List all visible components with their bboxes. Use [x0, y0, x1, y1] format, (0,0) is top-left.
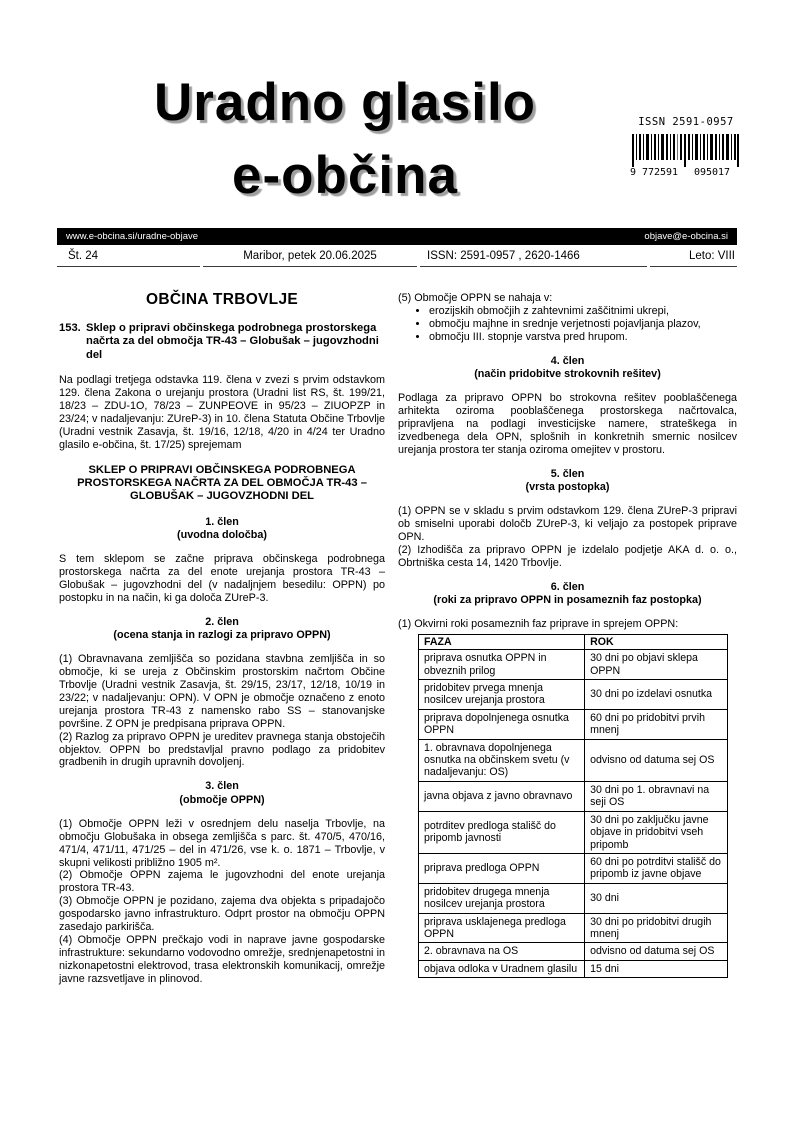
table-row	[419, 960, 728, 977]
rok-cell: 60 dni po pridobitvi prvih mnenj	[585, 709, 728, 739]
article-2-heading	[59, 616, 385, 642]
article-3-number: 3. člen	[205, 780, 239, 793]
rok-cell: 60 dni po potrditvi stališč do pripomb iz javne objave	[585, 853, 728, 883]
article-6-paragraph-1: (1) Okvirni roki posameznih faz priprave in sprejem OPPN:	[398, 617, 679, 630]
article-6-heading	[398, 581, 737, 607]
document-body	[59, 292, 737, 986]
article-5-number: 5. člen	[550, 467, 585, 480]
faza-cell: potrditev predloga stališč do pripomb javnosti	[419, 811, 585, 853]
faza-cell: priprava dopolnjenega osnutka OPPN	[419, 709, 585, 739]
legal-basis-paragraph: Na podlagi tretjega odstavka 119. člena v zvezi s prvim odstavkom 129. člena Zakona o urejanju prostora (Uradni list RS, št. 199/21, 18/23 – ZDU-1O, 78/23 – ZUNPEOVE in 95/23 – ZIUOPZP in 23/24; v nadaljevanju: ZUreP-3) in 10. člena Statuta Občine Trbovlje (Uradni vestnik Zasavja, št. 19/16, 12/18, 4/20 in 4/24 ter Uradno glasilo e-občina, št. 17/25) sprejemam	[59, 374, 385, 451]
bullet-item: • območju majhne in srednje verjetnosti pojavljanja plazov,	[429, 318, 737, 331]
article-4-subtitle: (način pridobitve strokovnih rešitev)	[474, 367, 661, 380]
article-3-paragraph-4: (4) Območje OPPN prečkajo vodi in naprave javne gospodarske infrastrukture: sekundarno vodovodno omrežje, srednjenapetostni in nizkonapetostni elektrovod, trasa elektronskih komunikacij, omrežje javne razsvetljave in plinovod.	[59, 933, 385, 985]
item-153-number: 153.	[59, 321, 81, 334]
article-4-number: 4. člen	[550, 354, 585, 367]
gazette-title-line2: e-občina	[232, 146, 458, 205]
article-1-heading	[59, 516, 385, 542]
article-3-paragraph-1: (1) Območje OPPN leži v osrednjem delu naselja Trbovlje, na območju Globušaka in obsega zemljišča s parc. št. 470/5, 470/16, 471/4, 471/11, 471/25 – del in 471/26, vse k. o. 1871 – Trbovlje, v skupni velikosti približno 1905 m².	[59, 817, 385, 869]
barcode-digit-group-3: 095017	[693, 167, 731, 177]
issue-info-row	[57, 246, 737, 267]
article-1-paragraph: S tem sklepom se začne priprava občinskega podrobnega prostorskega načrta za del enote urejanja prostora TR-43 – Globušak – jugovzhodni del (v nadaljnjem besedilu: OPPN) po postopku in na način, ki ga določa ZUreP-3.	[59, 553, 385, 604]
faza-cell: priprava predloga OPPN	[419, 853, 585, 883]
rok-cell: 15 dni	[585, 960, 728, 977]
table-row	[419, 709, 728, 739]
article-3-paragraph-3: (3) Območje OPPN je pozidano, zajema dva objekta s pripadajočo gospodarsko javno infrastrukturo. Odprt prostor na območju OPPN zasedajo parkirišča.	[59, 895, 385, 934]
faza-cell: priprava usklajenega predloga OPPN	[419, 913, 585, 943]
address-bar	[57, 228, 737, 245]
item-153-title: Sklep o pripravi občinskega podrobnega prostorskega načrta za del območja TR-43 – Globušak – jugovzhodni del	[86, 321, 379, 361]
table-row	[419, 650, 728, 680]
issue-number: Št. 24	[57, 246, 200, 267]
article-1-subtitle: (uvodna določba)	[177, 528, 267, 541]
article-4-heading	[398, 355, 737, 381]
rok-cell: 30 dni po zaključku javne objave in pridobitvi vseh pripomb	[585, 811, 728, 853]
table-row	[419, 883, 728, 913]
article-2-number: 2. člen	[205, 615, 239, 628]
article-5-subtitle: (vrsta postopka)	[525, 480, 610, 493]
article-3-paragraph-2: (2) Območje OPPN zajema le jugovzhodni del enote urejanja prostora TR-43.	[59, 869, 385, 895]
website-url: www.e-obcina.si/uradne-objave	[66, 231, 199, 242]
issn-label: ISSN 2591-0957	[638, 116, 734, 128]
article-5-heading	[398, 468, 737, 494]
barcode-digit-group-1: 9	[630, 167, 637, 177]
table-header-row	[419, 634, 728, 649]
article-6-subtitle: (roki za pripravo OPPN in posameznih faz postopka)	[433, 593, 702, 606]
issn-barcode	[626, 116, 746, 182]
article-3-bullet-list	[398, 305, 737, 344]
article-2-paragraph-1: (1) Obravnavana zemljišča so pozidana stavbna zemljišča in so območje, ki se ureja z Občinskim prostorskim načrtom Občine Trbovlje (Uradni vestnik Zasavja, št. 29/15, 23/17, 12/18, 10/19 in 23/22; v nadaljevanju: OPN). V OPN je območje označeno z enoto urejanja prostora TR-43 z namensko rabo SS – stanovanjske površine. Z OPN je predpisana priprava OPPN.	[59, 653, 385, 730]
faza-cell: pridobitev prvega mnenja nosilcev urejanja prostora	[419, 680, 585, 710]
rok-cell: 30 dni	[585, 883, 728, 913]
issue-year: Leto: VIII	[650, 246, 737, 267]
barcode-icon	[630, 129, 742, 177]
rok-cell: 30 dni po 1. obravnavi na seji OS	[585, 781, 728, 811]
gazette-title-line1: Uradno glasilo	[153, 73, 537, 132]
article-3-subtitle: (območje OPPN)	[179, 793, 265, 806]
article-5-paragraph-1: (1) OPPN se v skladu s prvim odstavkom 129. člena ZUreP-3 pripravi ob smiselni uporabi določb ZUreP-3, ki veljajo za postopek priprave OPN.	[398, 504, 737, 543]
table-row	[419, 680, 728, 710]
rok-cell: odvisno od datuma sej OS	[585, 943, 728, 960]
article-2-subtitle: (ocena stanja in razlogi za pripravo OPPN)	[113, 629, 331, 642]
right-column	[398, 292, 737, 986]
faza-cell: priprava osnutka OPPN in obveznih prilog	[419, 650, 585, 680]
faza-cell: pridobitev drugega mnenja nosilcev urejanja prostora	[419, 883, 585, 913]
rok-cell: odvisno od datuma sej OS	[585, 739, 728, 781]
item-153	[59, 322, 385, 362]
table-row	[419, 811, 728, 853]
contact-email: objave@e-obcina.si	[644, 231, 728, 242]
issue-place-date: Maribor, petek 20.06.2025	[203, 246, 417, 267]
article-1-number: 1. člen	[205, 515, 239, 528]
table-row	[419, 943, 728, 960]
table-row	[419, 781, 728, 811]
article-6-number: 6. člen	[550, 580, 585, 593]
barcode-digit-group-2: 772591	[641, 167, 679, 177]
column-header-faza: FAZA	[419, 634, 585, 649]
gazette-title	[62, 66, 628, 212]
table-row	[419, 913, 728, 943]
article-4-paragraph: Podlaga za pripravo OPPN bo strokovna rešitev pooblaščenega arhitekta oziroma pooblaščenega prostorskega načrtovalca, pripravljena na podlagi investicijske namere, strateškega in izvedbenega dela OPN, splošnih in konkretnih smernic nosilcev urejanja prostora ter stanja oziroma omejitev v prostoru.	[398, 392, 737, 456]
article-2-paragraph-2: (2) Razlog za pripravo OPPN je ureditev pravnega stanja obstoječih objektov. OPPN bo predstavljal pravno podlago za pridobitev gradbenih in drugih upravnih dovoljenj.	[59, 730, 385, 769]
rok-cell: 30 dni po izdelavi osnutka	[585, 680, 728, 710]
municipality-heading: OBČINA TRBOVLJE	[145, 291, 299, 308]
article-3-paragraph-5: (5) Območje OPPN se nahaja v:	[398, 292, 553, 304]
rok-cell: 30 dni po pridobitvi drugih mnenj	[585, 913, 728, 943]
bullet-item: • erozijskih območjih z zahtevnimi zaščitnimi ukrepi,	[429, 305, 737, 318]
faza-cell: objava odloka v Uradnem glasilu	[419, 960, 585, 977]
table-row	[419, 853, 728, 883]
issue-issn: ISSN: 2591-0957 , 2620-1466	[420, 246, 647, 267]
act-title: SKLEP O PRIPRAVI OBČINSKEGA PODROBNEGA PROSTORSKEGA NAČRTA ZA DEL OBMOČJA TR-43 – GLOBUŠAK – JUGOVZHODNI DEL	[77, 463, 367, 503]
table-row	[419, 739, 728, 781]
phases-deadlines-table	[418, 634, 728, 978]
faza-cell: 2. obravnava na OS	[419, 943, 585, 960]
faza-cell: javna objava z javno obravnavo	[419, 781, 585, 811]
column-header-rok: ROK	[585, 634, 728, 649]
bullet-item: • območju III. stopnje varstva pred hrupom.	[429, 331, 737, 344]
left-column	[59, 292, 385, 986]
article-3-heading	[59, 780, 385, 806]
article-5-paragraph-2: (2) Izhodišča za pripravo OPPN je izdelalo podjetje AKA d. o. o., Obrtniška cesta 14, 1420 Trbovlje.	[398, 543, 737, 569]
rok-cell: 30 dni po objavi sklepa OPPN	[585, 650, 728, 680]
faza-cell: 1. obravnava dopolnjenega osnutka na občinskem svetu (v nadaljevanju: OS)	[419, 739, 585, 781]
